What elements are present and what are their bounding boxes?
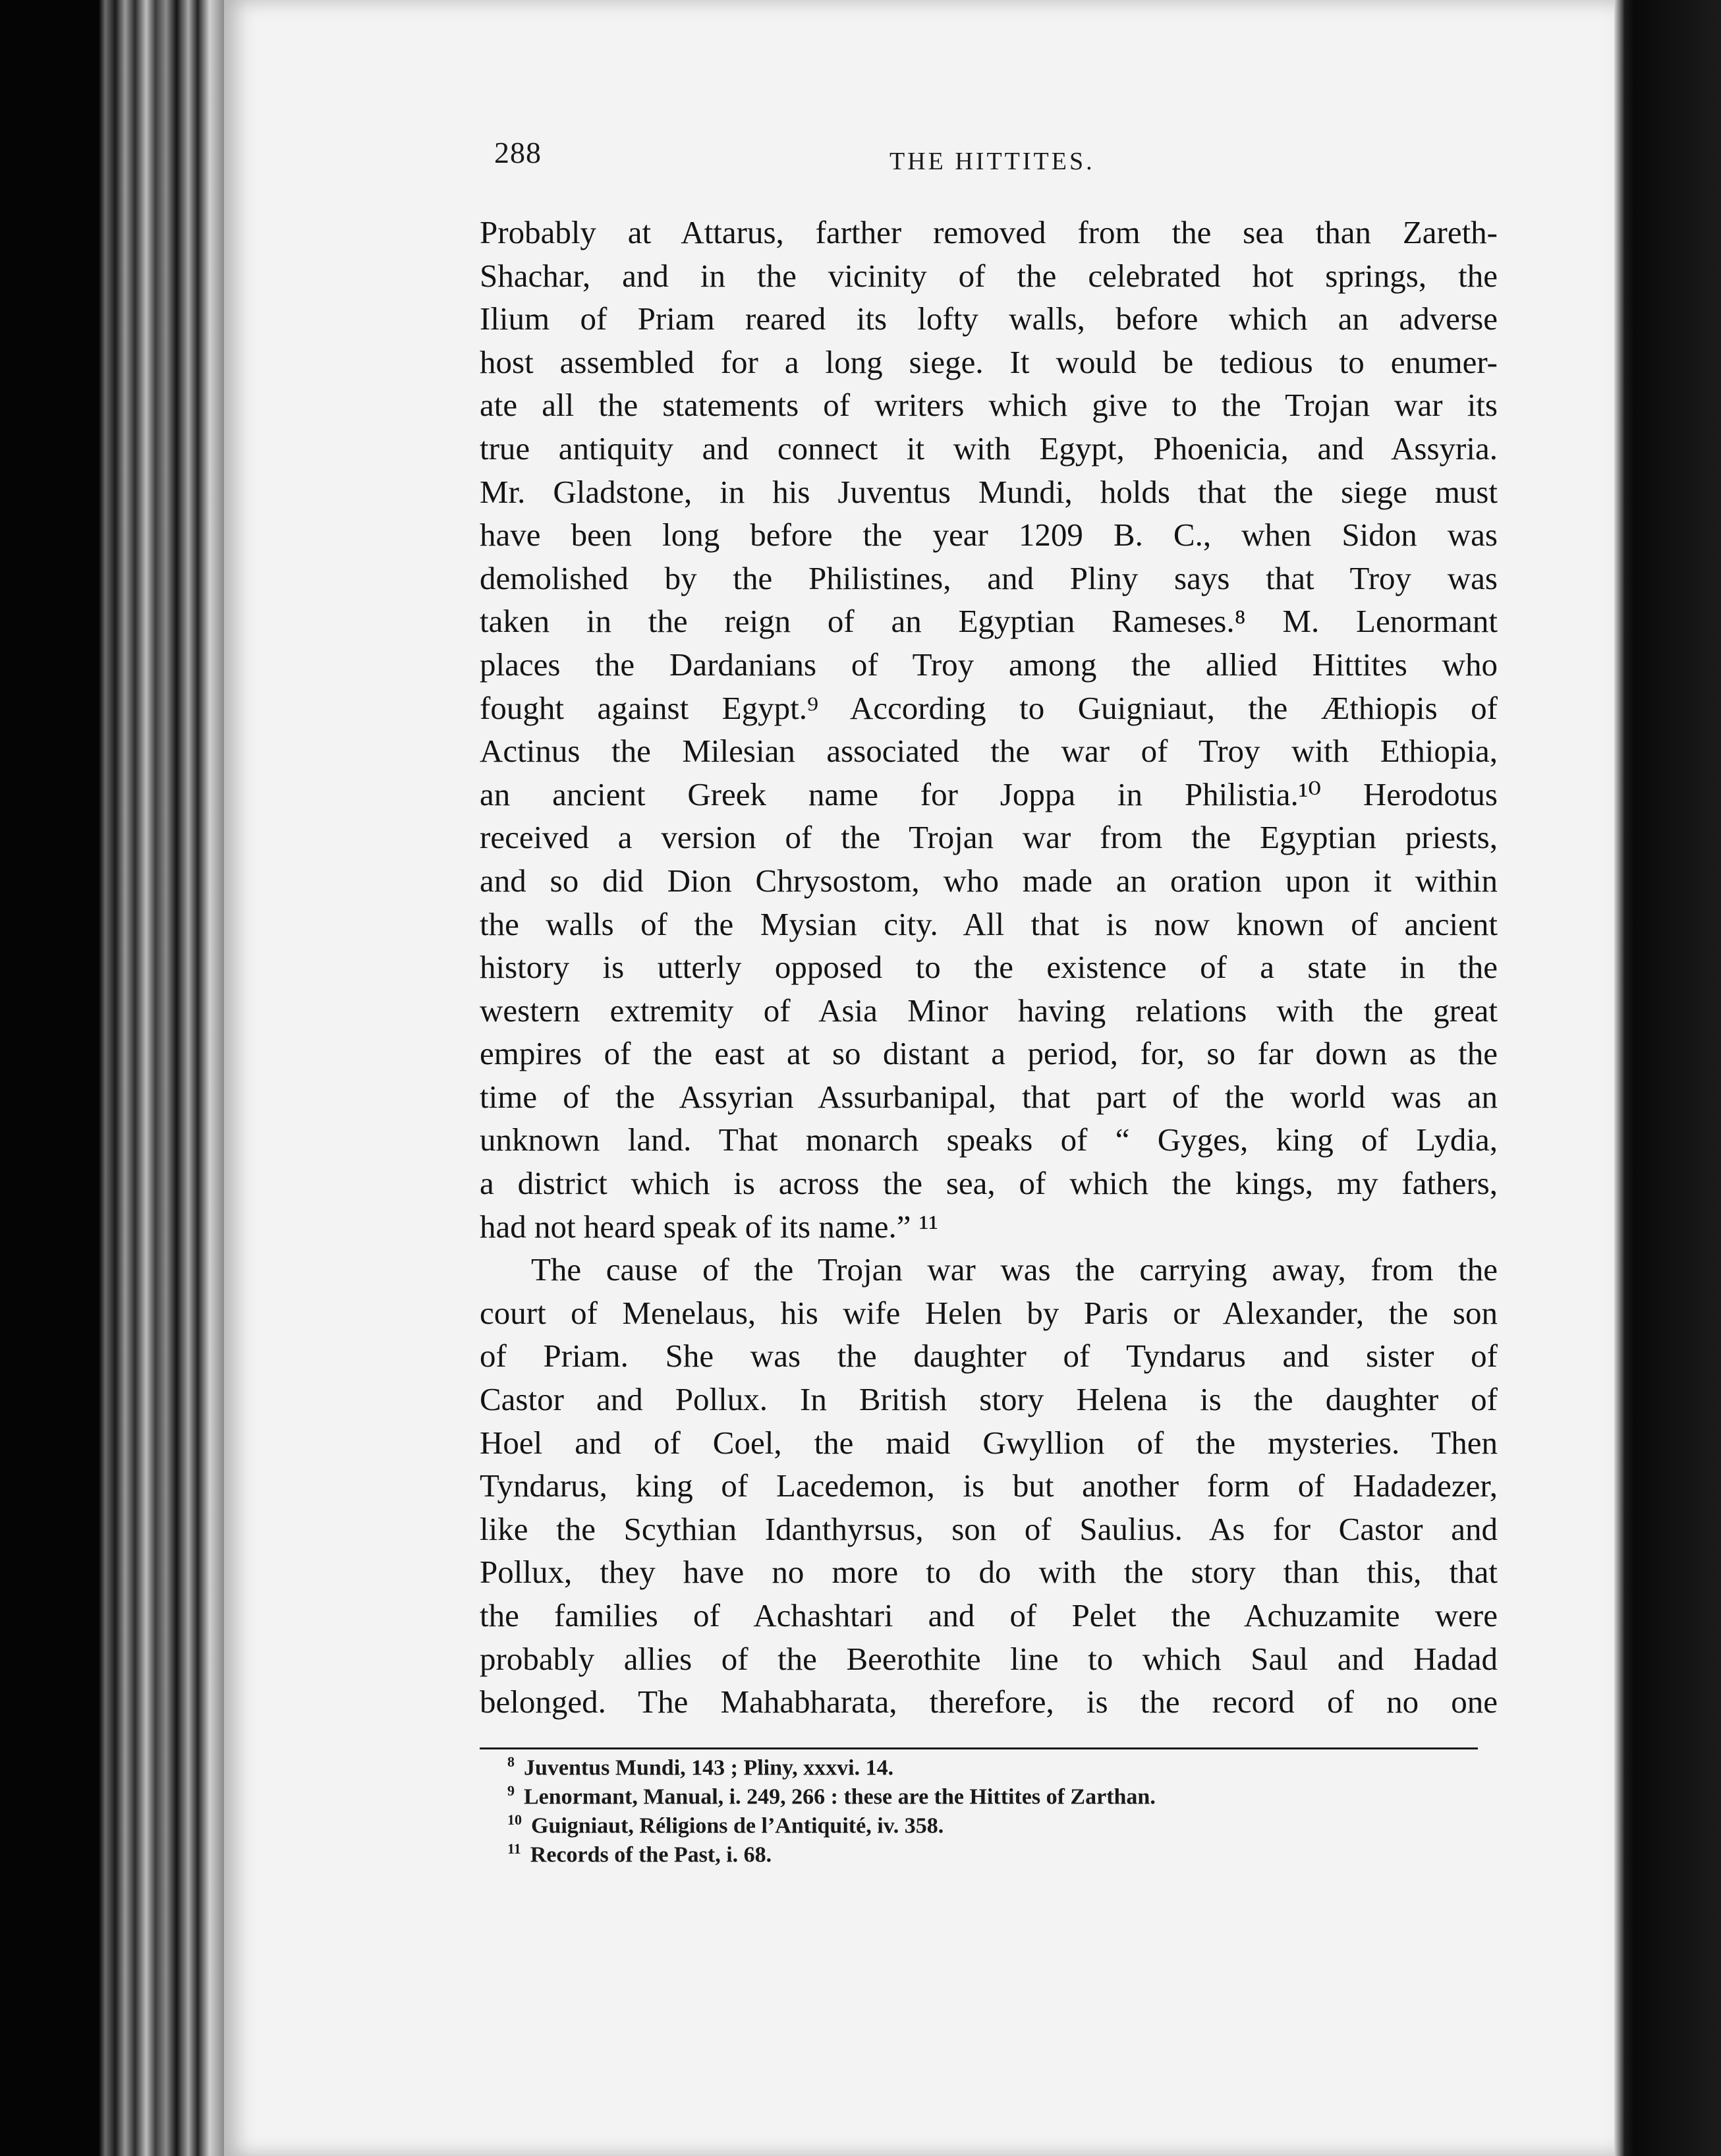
footnote-text: Guigniaut, Réligions de l’Antiquité, iv. 358. [531,1813,944,1838]
page-number: 288 [494,136,542,169]
footnote-10 [507,1805,1496,1838]
text-line: Mr. Gladstone, in his Juventus Mundi, holds that the siege must [480,473,1498,510]
book-binding [0,0,224,2156]
page-header [494,135,1502,188]
text-line: time of the Assyrian Assurbanipal, that part of the world was an [480,1078,1498,1115]
text-line: demolished by the Philistines, and Pliny says that Troy was [480,559,1498,596]
text-line: of Priam. She was the daughter of Tyndarus and sister of [480,1338,1498,1375]
text-line: belonged. The Mahabharata, therefore, is the record of no one [480,1684,1498,1720]
text-line: probably allies of the Beerothite line to which Saul and Hadad [480,1640,1498,1677]
text-line: a district which is across the sea, of which the kings, my fathers, [480,1165,1498,1202]
text-line: unknown land. That monarch speaks of “ Gyges, king of Lydia, [480,1121,1498,1158]
text-line: Pollux, they have no more to do with the story than this, that [480,1554,1498,1591]
text-line: fought against Egypt.⁹ According to Guigniaut, the Æthiopis of [480,689,1498,726]
text-line: Actinus the Milesian associated the war of Troy with Ethiopia, [480,733,1498,770]
footnote-9 [507,1776,1496,1809]
footnote-marker: 10 [507,1811,522,1828]
text-line: had not heard speak of its name.” ¹¹ [480,1208,939,1245]
text-line: The cause of the Trojan war was the carrying away, from the [531,1251,1498,1288]
footnote-11 [507,1834,1496,1867]
text-line: empires of the east at so distant a period, for, so far down as the [480,1035,1498,1072]
text-line: Ilium of Priam reared its lofty walls, before which an adverse [480,300,1498,337]
text-line: Castor and Pollux. In British story Helena is the daughter of [480,1381,1498,1418]
text-line: received a version of the Trojan war from the Egyptian priests, [480,819,1498,856]
footnote-marker: 11 [507,1840,521,1857]
text-line: true antiquity and connect it with Egypt, Phoenicia, and Assyria. [480,430,1498,467]
footnote-text: Records of the Past, i. 68. [530,1842,772,1867]
page-edge-shadow [1614,0,1721,2156]
text-line: the families of Achashtari and of Pelet the Achuzamite were [480,1597,1498,1633]
footnote-text: Lenormant, Manual, i. 249, 266 : these are the Hittites of Zarthan. [524,1784,1156,1809]
footnote-marker: 9 [507,1782,515,1799]
text-line: western extremity of Asia Minor having relations with the great [480,992,1498,1029]
text-line: taken in the reign of an Egyptian Rameses.⁸ M. Lenormant [480,603,1498,640]
text-line: Shachar, and in the vicinity of the celebrated hot springs, the [480,257,1498,294]
text-line: Hoel and of Coel, the maid Gwyllion of the mysteries. Then [480,1424,1498,1461]
text-line: ate all the statements of writers which give to the Trojan war its [480,387,1498,424]
footnote-8 [507,1747,1496,1780]
text-line: history is utterly opposed to the existence of a state in the [480,949,1498,986]
text-line: court of Menelaus, his wife Helen by Paris or Alexander, the son [480,1294,1498,1331]
footnotes [507,1747,1496,1867]
text-line: have been long before the year 1209 B. C., when Sidon was [480,517,1498,553]
text-line: host assembled for a long siege. It would be tedious to enumer- [480,343,1498,380]
text-line: like the Scythian Idanthyrsus, son of Saulius. As for Castor and [480,1510,1498,1547]
footnote-marker: 8 [507,1753,515,1770]
footnote-text: Juventus Mundi, 143 ; Pliny, xxxvi. 14. [524,1755,894,1780]
text-line: Probably at Attarus, farther removed from the sea than Zareth- [480,214,1498,250]
running-head: THE HITTITES. [889,148,1095,175]
text-line: an ancient Greek name for Joppa in Philistia.¹⁰ Herodotus [480,776,1498,812]
body-text [480,211,1498,1724]
text-line: Tyndarus, king of Lacedemon, is but another form of Hadadezer, [480,1467,1498,1504]
text-line: the walls of the Mysian city. All that is now known of ancient [480,905,1498,942]
text-line: and so did Dion Chrysostom, who made an oration upon it within [480,862,1498,899]
text-line: places the Dardanians of Troy among the allied Hittites who [480,646,1498,683]
